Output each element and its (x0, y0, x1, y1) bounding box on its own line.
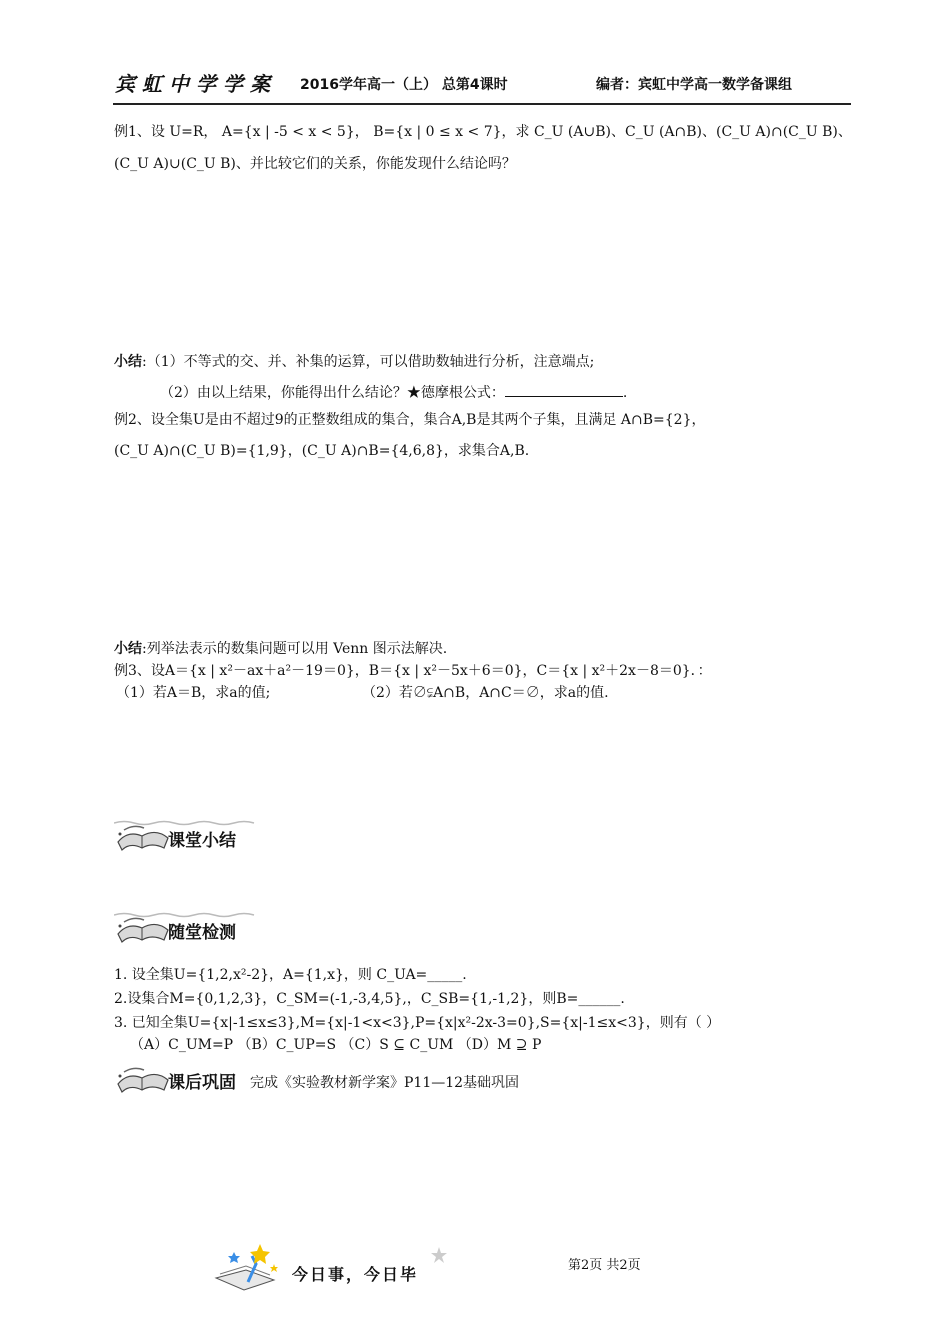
quiz-question-2: 2.设集合M={0,1,2,3}，C_SM=(-1,-3,4,5},，C_SB={1,-1,2}，则B=______. (114, 991, 625, 1007)
summary-2 (114, 638, 447, 658)
books-stars-icon (212, 1242, 282, 1294)
section-underline (114, 820, 324, 826)
homework-text: 完成《实验教材新学案》P11—12基础巩固 (250, 1075, 520, 1091)
summary-2-text: :列举法表示的数集问题可以用 Venn 图示法解决. (142, 641, 448, 657)
star-icon (430, 1246, 448, 1264)
quiz-question-3: 3. 已知全集U={x|-1≤x≤3},M={x|-1<x<3},P={x|x²-2x-3=0},S={x|-1≤x<3}，则有（ ） (114, 1015, 721, 1031)
header-brand: 宾虹中学学案 (115, 72, 277, 96)
book-icon (114, 1062, 170, 1096)
section-quiz (114, 912, 414, 946)
de-morgan-blank[interactable] (505, 382, 623, 397)
summary-2-label: 小结 (114, 641, 142, 657)
example-1-line-1: 例1、设 U=R， A={x | -5 < x < 5}， B={x | 0 ≤ x < 7}，求 C_U (A∪B)、C_U (A∩B)、(C_U A)∩(C_U B)、 (114, 124, 852, 140)
summary-1-text: :（1）不等式的交、并、补集的运算，可以借助数轴进行分析，注意端点; (142, 354, 595, 370)
section-title-quiz: 随堂检测 (168, 923, 236, 943)
section-class-summary (114, 820, 414, 854)
summary-1-question: （2）由以上结果，你能得出什么结论？★德摩根公式： (160, 385, 505, 401)
example-3-question-1: （1）若A＝B，求a的值; (116, 685, 271, 701)
header-editor: 编者：宾虹中学高一数学备课组 (596, 77, 792, 93)
section-homework (114, 1062, 734, 1096)
footer-motto: 今日事，今日毕 (292, 1265, 419, 1284)
quiz-question-3-options: （A）C_UM=P （B）C_UP=S （C）S ⊆ C_UM （D）M ⊇ P (130, 1037, 542, 1053)
summary-1-label: 小结 (114, 354, 142, 370)
page-number: 第2页 共2页 (568, 1258, 641, 1273)
section-title-homework: 课后巩固 (168, 1073, 236, 1093)
header-course-info: 2016学年高一（上） 总第4课时 (300, 77, 508, 93)
summary-1-item-1 (114, 351, 594, 371)
example-3-line-1: 例3、设A＝{x | x²－ax＋a²－19＝0}，B＝{x | x²－5x＋6＝0}，C＝{x | x²＋2x－8＝0}．： (114, 663, 712, 679)
example-2-line-1: 例2、设全集U是由不超过9的正整数组成的集合，集合A,B是其两个子集，且满足 A∩B={2}， (114, 412, 706, 428)
header-rule (113, 103, 851, 105)
summary-1-item-2: （2）由以上结果，你能得出什么结论？★德摩根公式： . (160, 382, 627, 402)
example-1-line-2: (C_U A)∪(C_U B)、并比较它们的关系，你能发现什么结论吗？ (114, 156, 516, 172)
section-underline (114, 912, 324, 918)
quiz-question-1: 1. 设全集U={1,2,x²-2}，A={1,x}，则 C_UA=_____. (114, 967, 467, 983)
example-2-line-2: (C_U A)∩(C_U B)={1,9}，(C_U A)∩B={4,6,8}，求集合A,B. (114, 443, 530, 459)
section-title-class-summary: 课堂小结 (168, 831, 236, 851)
example-3-question-2: （2）若∅⫋A∩B，A∩C＝∅，求a的值. (362, 685, 609, 701)
